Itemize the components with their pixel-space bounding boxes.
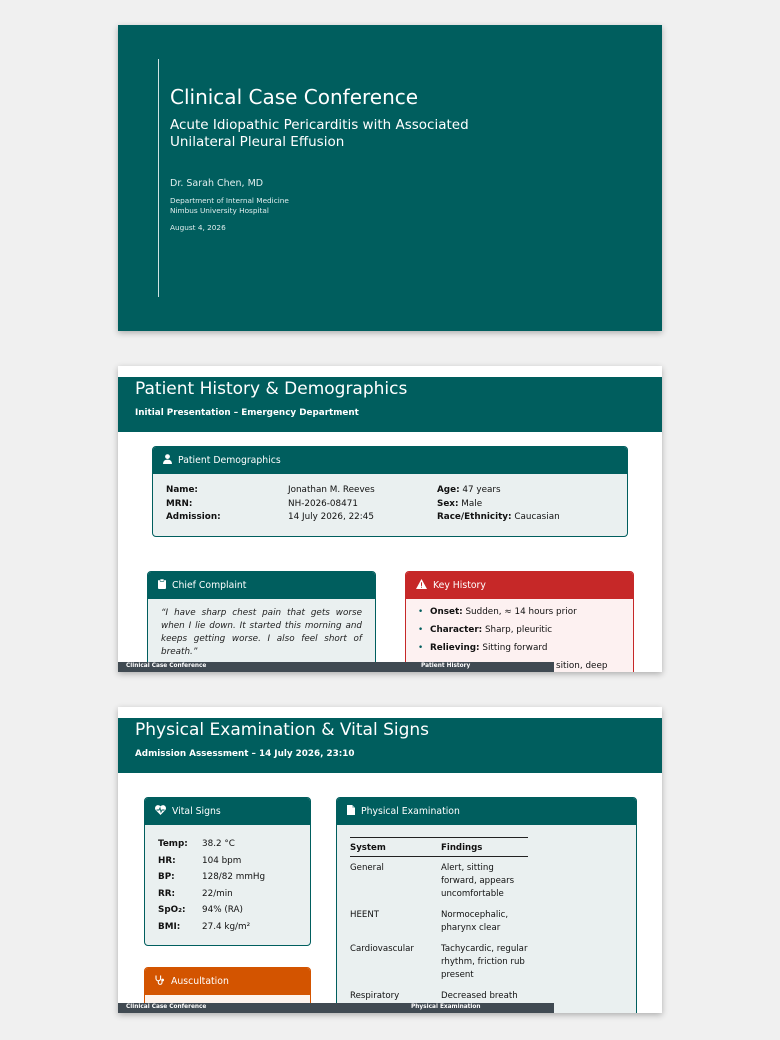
race-label: Race/Ethnicity:: [437, 512, 512, 522]
name-label: Name:: [166, 485, 198, 495]
spo2-label: SpO₂:: [158, 905, 186, 915]
physical-exam-box: [336, 797, 637, 1013]
admission-label: Admission:: [166, 512, 221, 522]
table-row: HEENT Normocephalic, pharynx clear: [350, 910, 509, 933]
table-row: Cardiovascular Tachycardic, regular rhythm, friction rub present: [350, 944, 528, 980]
key-history-header: [406, 572, 633, 599]
demographics-box: [152, 446, 628, 537]
column-header-system: System: [350, 838, 441, 857]
rr-label: RR:: [158, 888, 176, 899]
document-icon: [347, 805, 355, 818]
list-item: • Onset: Sudden, ≈ 14 hours prior: [416, 603, 633, 621]
temp-value: 38.2 °C: [202, 839, 235, 849]
title-vertical-rule: [158, 59, 159, 297]
list-item: • Character: Sharp, pleuritic: [416, 621, 633, 639]
footer-right: Physical Examination: [411, 1004, 481, 1010]
age-label: Age:: [437, 485, 460, 495]
hr-label: HR:: [158, 855, 176, 866]
subtitle-line-1: Acute Idiopathic Pericarditis with Associated: [170, 117, 469, 133]
department: Department of Internal Medicine: [170, 196, 289, 205]
slide-subtitle: Initial Presentation – Emergency Department: [135, 408, 359, 418]
table-row: Respiratory Decreased breath: [350, 991, 518, 1001]
chief-complaint-box: [147, 571, 376, 672]
patient-age: 47 years: [462, 485, 501, 495]
bmi-label: BMI:: [158, 921, 181, 932]
footer-right: Patient History: [421, 663, 471, 669]
patient-sex: Male: [461, 498, 483, 509]
vital-values: [202, 836, 265, 935]
footer-left: Clinical Case Conference: [126, 1004, 207, 1010]
subtitle-line-2: Unilateral Pleural Effusion: [170, 134, 345, 150]
spo2-value: 94% (RA): [202, 905, 243, 915]
demographics-title: Patient Demographics: [178, 455, 281, 466]
hospital: Nimbus University Hospital: [170, 206, 269, 215]
vital-labels: [158, 836, 188, 935]
footer-left: Clinical Case Conference: [126, 663, 207, 669]
slide-title: Physical Examination & Vital Signs: [135, 720, 430, 740]
slide-footer: [118, 1003, 554, 1013]
table-header-row: [350, 838, 528, 857]
slide-header: [118, 377, 662, 432]
demographics-values-left: [288, 484, 375, 525]
demographics-right: [437, 484, 560, 525]
chief-complaint-quote: “I have sharp chest pain that gets worse when I lie down. It started this morning and keeps getting worse. I also feel short of breath.”: [161, 608, 362, 657]
user-icon: [163, 454, 172, 467]
age-row: [437, 484, 560, 498]
patient-history-slide: [118, 366, 662, 672]
physical-exam-slide: [118, 707, 662, 1013]
institution: [170, 196, 289, 216]
rr-value: 22/min: [202, 888, 233, 899]
clipboard-icon: [158, 579, 166, 592]
warning-icon: [416, 579, 427, 592]
slide-header: [118, 718, 662, 773]
sex-row: [437, 498, 560, 512]
auscultation-title: Auscultation: [171, 976, 229, 987]
vital-signs-box: [144, 797, 311, 946]
patient-mrn: NH-2026-08471: [288, 498, 358, 509]
title-slide: [118, 25, 662, 331]
physical-exam-header: [337, 798, 636, 825]
list-item: • sition, deep: [416, 657, 633, 672]
key-history-title: Key History: [433, 580, 486, 591]
presentation-date: August 4, 2026: [170, 223, 226, 232]
race-row: [437, 511, 560, 525]
stethoscope-icon: [155, 975, 165, 988]
table-row: General Alert, sitting forward, appears uncomfortable: [350, 863, 515, 899]
list-item: • Relieving: Sitting forward: [416, 639, 633, 657]
patient-race: Caucasian: [514, 512, 560, 522]
bp-value: 128/82 mmHg: [202, 872, 266, 882]
vital-signs-title: Vital Signs: [172, 806, 221, 817]
heartbeat-icon: [155, 805, 166, 818]
demographics-header: [153, 447, 627, 474]
chief-complaint-title: Chief Complaint: [172, 580, 247, 591]
slide-footer: [118, 662, 554, 672]
author: Dr. Sarah Chen, MD: [170, 178, 264, 189]
hr-value: 104 bpm: [202, 855, 242, 866]
sex-label: Sex:: [437, 498, 459, 509]
slide-subtitle: Admission Assessment – 14 July 2026, 23:10: [135, 749, 355, 759]
exam-table: [350, 837, 528, 1009]
slide-title: Patient History & Demographics: [135, 379, 408, 399]
admission-time: 14 July 2026, 22:45: [288, 512, 374, 522]
demographics-labels-left: [166, 484, 221, 525]
patient-name: Jonathan M. Reeves: [288, 485, 375, 495]
temp-label: Temp:: [158, 839, 188, 849]
auscultation-header: [145, 968, 310, 995]
presentation-title: Clinical Case Conference: [170, 85, 419, 109]
bp-label: BP:: [158, 872, 175, 882]
key-history-box: [405, 571, 634, 672]
physical-exam-title: Physical Examination: [361, 806, 460, 817]
bmi-value: 27.4 kg/m²: [202, 921, 251, 932]
chief-complaint-header: [148, 572, 375, 599]
vital-signs-header: [145, 798, 310, 825]
column-header-findings: Findings: [441, 838, 528, 857]
presentation-subtitle: [170, 117, 510, 151]
mrn-label: MRN:: [166, 498, 193, 509]
